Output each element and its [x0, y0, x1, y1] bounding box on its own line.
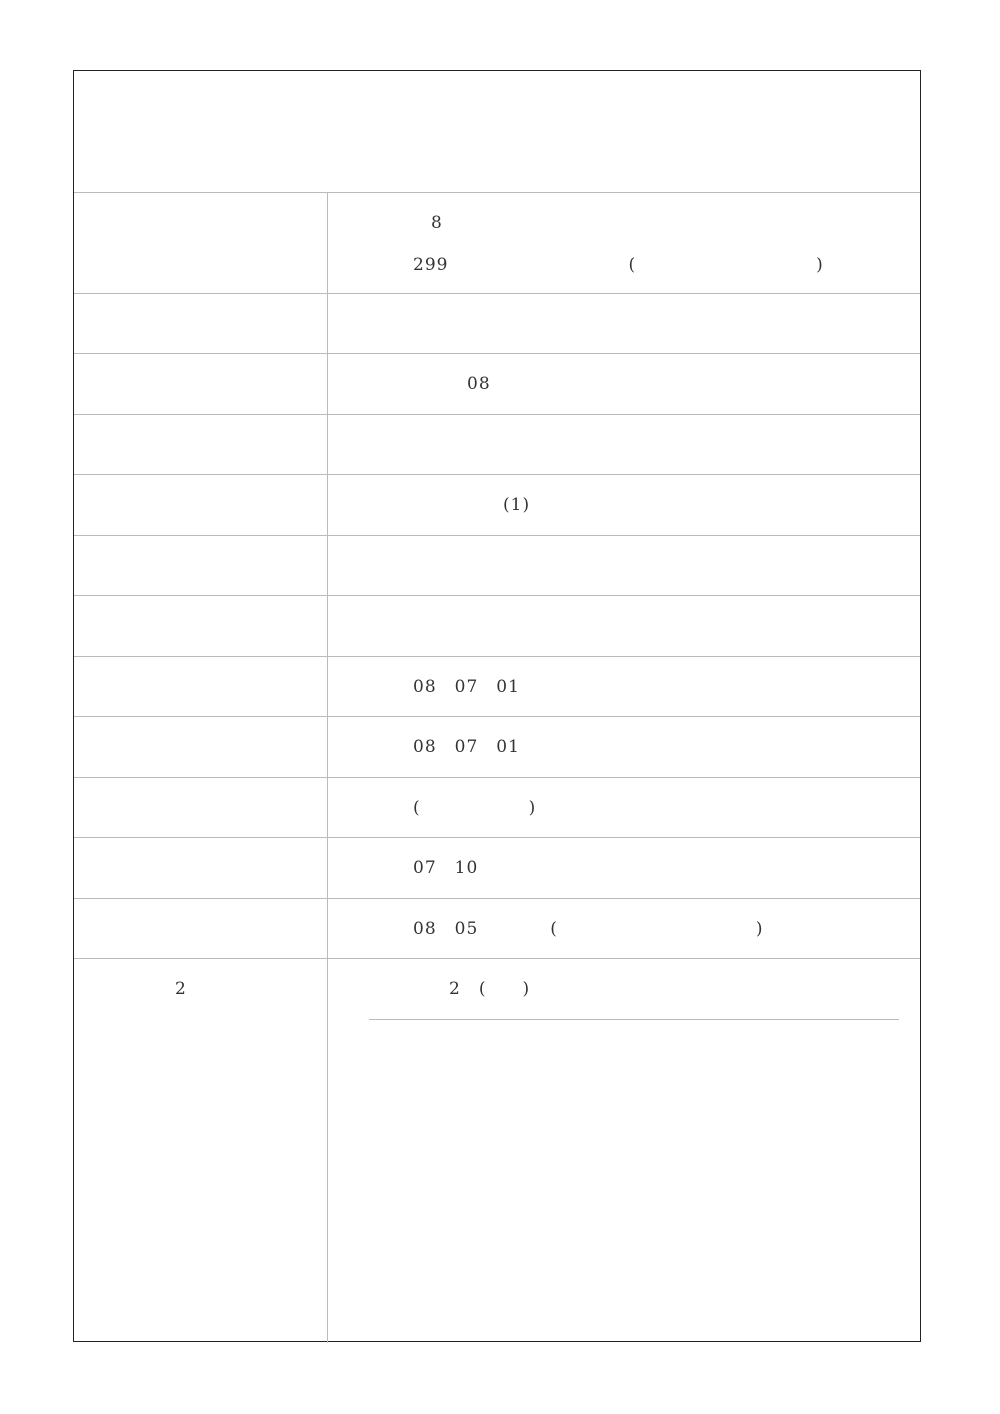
table-row	[74, 475, 920, 536]
row-value: 08 05 ( )	[377, 919, 764, 939]
row-label	[125, 616, 275, 636]
resume-sheet	[73, 70, 921, 1342]
row-label	[125, 858, 275, 878]
row-value: 07 10	[377, 858, 551, 878]
row-value-line1: 8	[377, 213, 497, 233]
row-label	[125, 919, 275, 939]
row-value	[377, 616, 900, 636]
row-label: 2	[125, 979, 269, 999]
table-row	[74, 415, 920, 475]
row-value: 08 07 01	[377, 737, 646, 757]
row-value: (1)	[377, 495, 531, 515]
notes-row	[74, 1020, 920, 1341]
title-row	[74, 71, 920, 193]
table-row	[74, 959, 920, 1020]
title-char-4	[617, 115, 649, 151]
notes-label	[125, 1152, 275, 1172]
row-value-line2: 299 ( )	[377, 255, 824, 275]
row-value	[377, 435, 900, 455]
row-label	[125, 798, 275, 818]
row-value: 08	[377, 374, 527, 394]
title-char-3	[498, 115, 530, 151]
row-label	[125, 435, 275, 455]
row-value: 08 07 01	[377, 677, 592, 697]
table-row	[74, 294, 920, 354]
table-row	[74, 193, 920, 294]
table-row	[74, 536, 920, 596]
row-label	[125, 314, 275, 334]
row-label	[125, 495, 275, 515]
row-label	[122, 737, 272, 757]
table-row	[74, 596, 920, 657]
table-row	[74, 899, 920, 959]
table-row	[74, 717, 920, 778]
row-value: 2 ( )	[377, 979, 567, 999]
row-label	[125, 556, 275, 576]
title-char-2	[379, 115, 411, 151]
title-char-5	[736, 115, 768, 151]
table-row	[74, 838, 920, 899]
title-char-1	[260, 115, 292, 151]
row-label	[125, 234, 275, 254]
row-value: ( )	[377, 798, 537, 818]
row-label	[125, 374, 275, 394]
row-label	[125, 677, 275, 697]
table-row	[74, 657, 920, 717]
table-row	[74, 354, 920, 415]
row-value	[377, 556, 900, 576]
table-row	[74, 778, 920, 838]
